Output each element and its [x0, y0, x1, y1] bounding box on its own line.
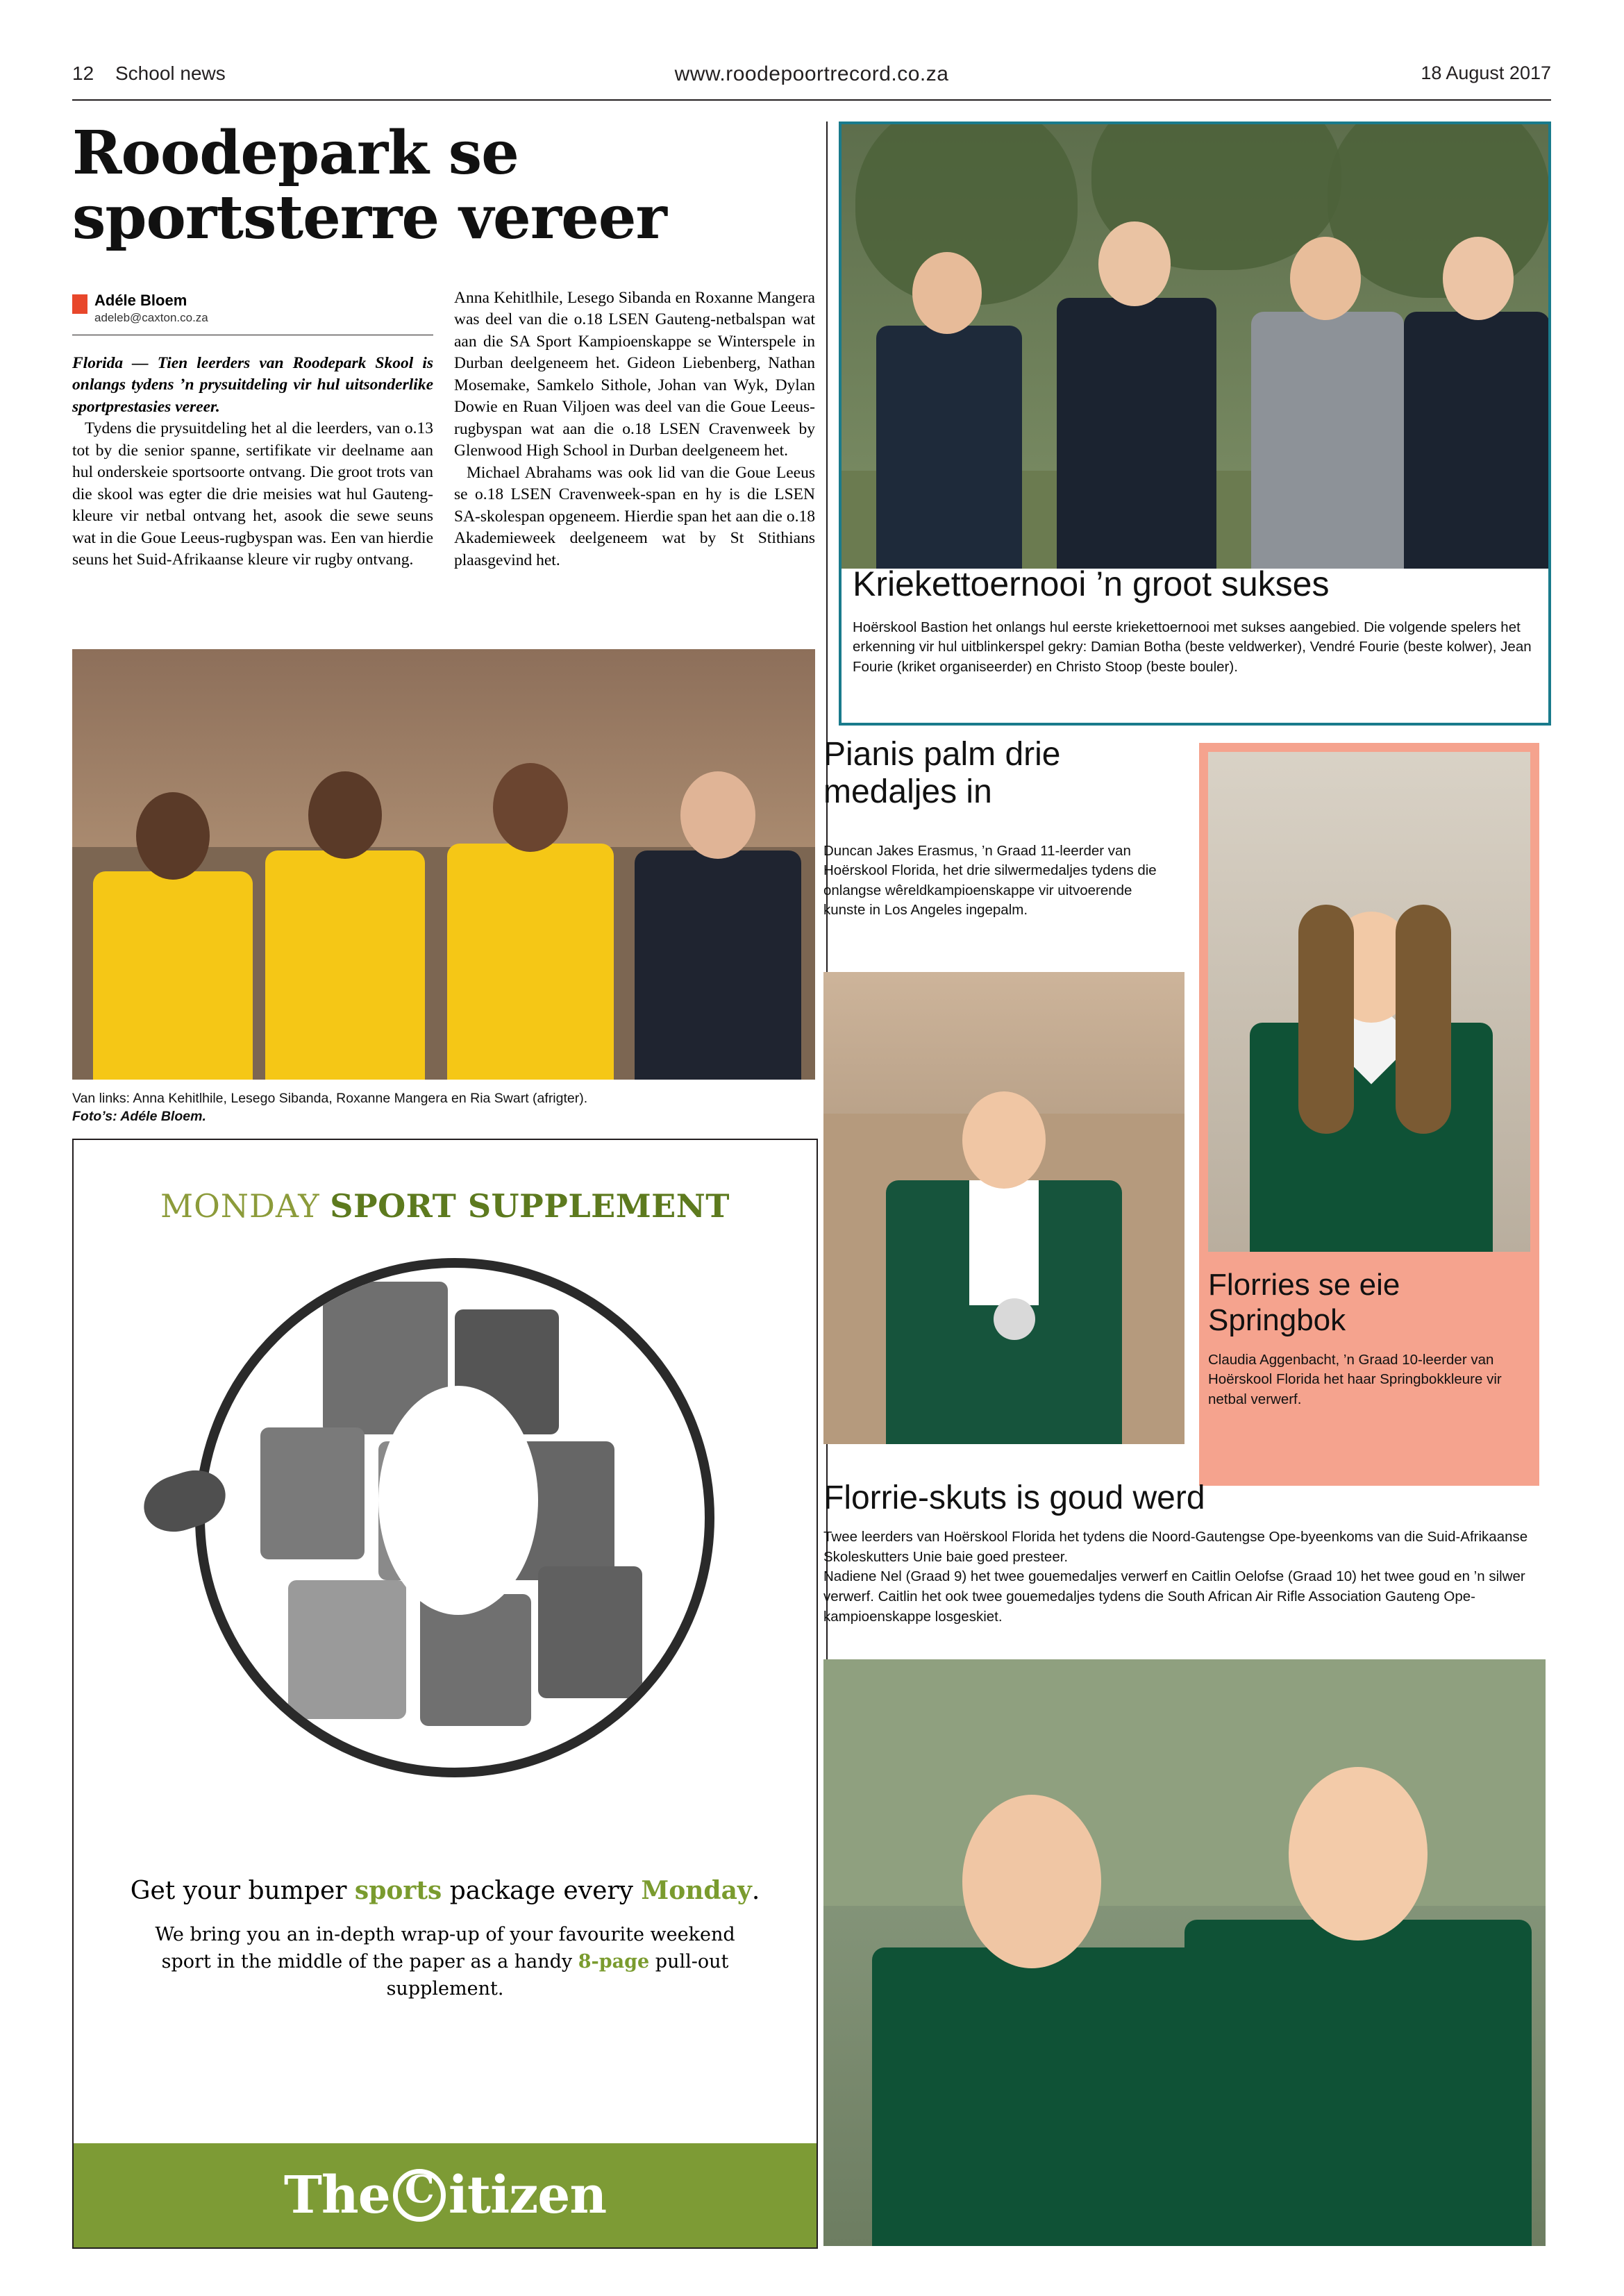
ad-subtext [150, 1921, 740, 2002]
logo-itizen: itizen [448, 2165, 607, 2225]
lead-text: — Tien leerders van Roodepark Skool is onlangs tydens ’n prysuitdeling vir hul uitsonderlike sportprestasies vereer. [72, 354, 433, 416]
photo-springbok-student [1208, 752, 1530, 1252]
article-column-1 [72, 353, 433, 571]
page-number: 12 [72, 62, 94, 84]
ad-headline [74, 1187, 817, 1225]
page-masthead [72, 62, 1551, 93]
website-url: www.roodepoortrecord.co.za [674, 62, 949, 85]
ad-tagline-pre: Get your bumper [130, 1877, 355, 1905]
springbok-headline: Florries se eie Springbok [1208, 1268, 1400, 1338]
ad-brand-band [74, 2143, 817, 2247]
springbok-body: Claudia Aggenbacht, ’n Graad 10-leerder van Hoërskool Florida het haar Springbokkleure vir netbal verwerf. [1208, 1352, 1502, 1407]
advertisement-citizen[interactable] [72, 1139, 818, 2249]
ad-collage-circle [195, 1258, 714, 1777]
shooting-headline: Florrie-skuts is goud werd [823, 1480, 1205, 1516]
ad-tagline-post: . [751, 1877, 760, 1905]
logo-the: The [283, 2165, 390, 2225]
lead-location: Florida [72, 354, 124, 372]
cricket-body: Hoërskool Bastion het onlangs hul eerste kriekettoernooi met sukses aangebied. Die volgende spelers het erkenning vir hul uitblinkerspel gekry: Damian Botha (beste veldwerker), Vendré Fourie (beste kolwer), Jean Fourie (kriket organiseerder) en Christo Stoop (beste bouler). [853, 619, 1532, 675]
logo-c-ring [393, 2169, 446, 2222]
cricket-headline: Kriekettoernooi ’n groot sukses [853, 564, 1330, 603]
article-paragraph: Anna Kehitlhile, Lesego Sibanda en Roxanne Mangera was deel van die o.18 LSEN Gauteng-netbalspan wat aan die SA Sport Kampioenskappe se Winterspele in Durban deelgeneem het. Gideon Liebenberg, Nathan Mosemake, Samkelo Sithole, Johan van Wyk, Dylan Dowie en Ruan Viljoen was deel van die Goue Leeus-rugbyspan wat aan die o.18 LSEN Cravenweek by Glenwood High School in Durban deelgeneem het. [454, 289, 815, 460]
photo-shooting-students [823, 1659, 1546, 2246]
article-paragraph: Tydens die prysuitdeling het al die leerders, van o.13 tot by die senior spanne, sertifikate vir deelname aan hul onderskeie sportsoorte ontvang. Die groot trots van die skool was egter die drie meisies wat hul Gauteng-kleure vir netbal ontvang het, asook die sewe seuns wat in die Goue Leeus-rugbyspan was. Een van hierdie seuns het Suid-Afrikaanse kleure vir rugby ontvang. [72, 419, 433, 569]
masthead-divider [72, 99, 1551, 101]
logo-c: C [404, 2167, 434, 2211]
ad-tagline [74, 1876, 817, 1905]
section-label: School news [115, 62, 226, 84]
byline-author: Adéle Bloem [94, 292, 187, 309]
citizen-logo [74, 2143, 817, 2247]
byline-marker [72, 294, 87, 314]
shooting-body [823, 1527, 1542, 1627]
ad-headline-monday: MONDAY [160, 1187, 320, 1225]
shooting-paragraph-2: Nadiene Nel (Graad 9) het twee gouemedaljes verwerf en Caitlin Oelofse (Graad 10) het twee goud en ’n silwer verwerf. Caitlin het ook twee gouemedaljes tydens die South African Air Rifle Association Gauteng Ope-kampioenskappe losgeskiet. [823, 1568, 1525, 1625]
shooting-paragraph-1: Twee leerders van Hoërskool Florida het tydens die Noord-Gautengse Ope-byeenkoms van die Suid-Afrikaanse Skoleskutters Unie baie goed presteer. [823, 1529, 1528, 1565]
ad-tagline-sports: sports [354, 1876, 442, 1905]
photo-cricket-team [842, 124, 1548, 569]
ad-subtext-post: pull-out supplement. [386, 1951, 729, 2000]
lead-paragraph [72, 353, 433, 418]
piano-body: Duncan Jakes Erasmus, ’n Graad 11-leerder van Hoërskool Florida, het drie silwermedaljes tydens die onlangse wêreldkampioenskappe vir uitvoerende kunste in Los Angeles ingepalm. [823, 843, 1157, 918]
ad-subtext-pre: We bring you an in-depth wrap-up of your favourite weekend sport in the middle of the paper as a handy [155, 1924, 735, 1973]
article-paragraph: Michael Abrahams was ook lid van die Goue Leeus se o.18 LSEN Cravenweek-span en hy is die LSEN SA-skolespan opgeneem. Hierdie span het aan die o.18 Akademieweek deelgeneem wat by St Stithians plaasgevind het. [454, 463, 815, 569]
photo-caption-netball [72, 1090, 815, 1125]
ad-headline-supplement: SPORT SUPPLEMENT [330, 1187, 730, 1225]
ad-subtext-pages: 8-page [578, 1951, 650, 1973]
ad-tagline-monday: Monday [641, 1876, 752, 1905]
byline-email: adeleb@caxton.co.za [94, 311, 208, 324]
photo-netball-team [72, 649, 815, 1080]
photo-credit: Foto’s: Adéle Bloem. [72, 1108, 206, 1124]
photo-piano-student [823, 972, 1184, 1444]
caption-text: Van links: Anna Kehitlhile, Lesego Sibanda, Roxanne Mangera en Ria Swart (afrigter). [72, 1091, 588, 1106]
article-column-2 [454, 287, 815, 571]
ad-tagline-mid: package every [442, 1877, 642, 1905]
page-title: Roodepark se sportsterre vereer [72, 118, 667, 253]
issue-date: 18 August 2017 [1421, 62, 1551, 83]
piano-headline: Pianis palm drie medaljes in [823, 736, 1061, 810]
